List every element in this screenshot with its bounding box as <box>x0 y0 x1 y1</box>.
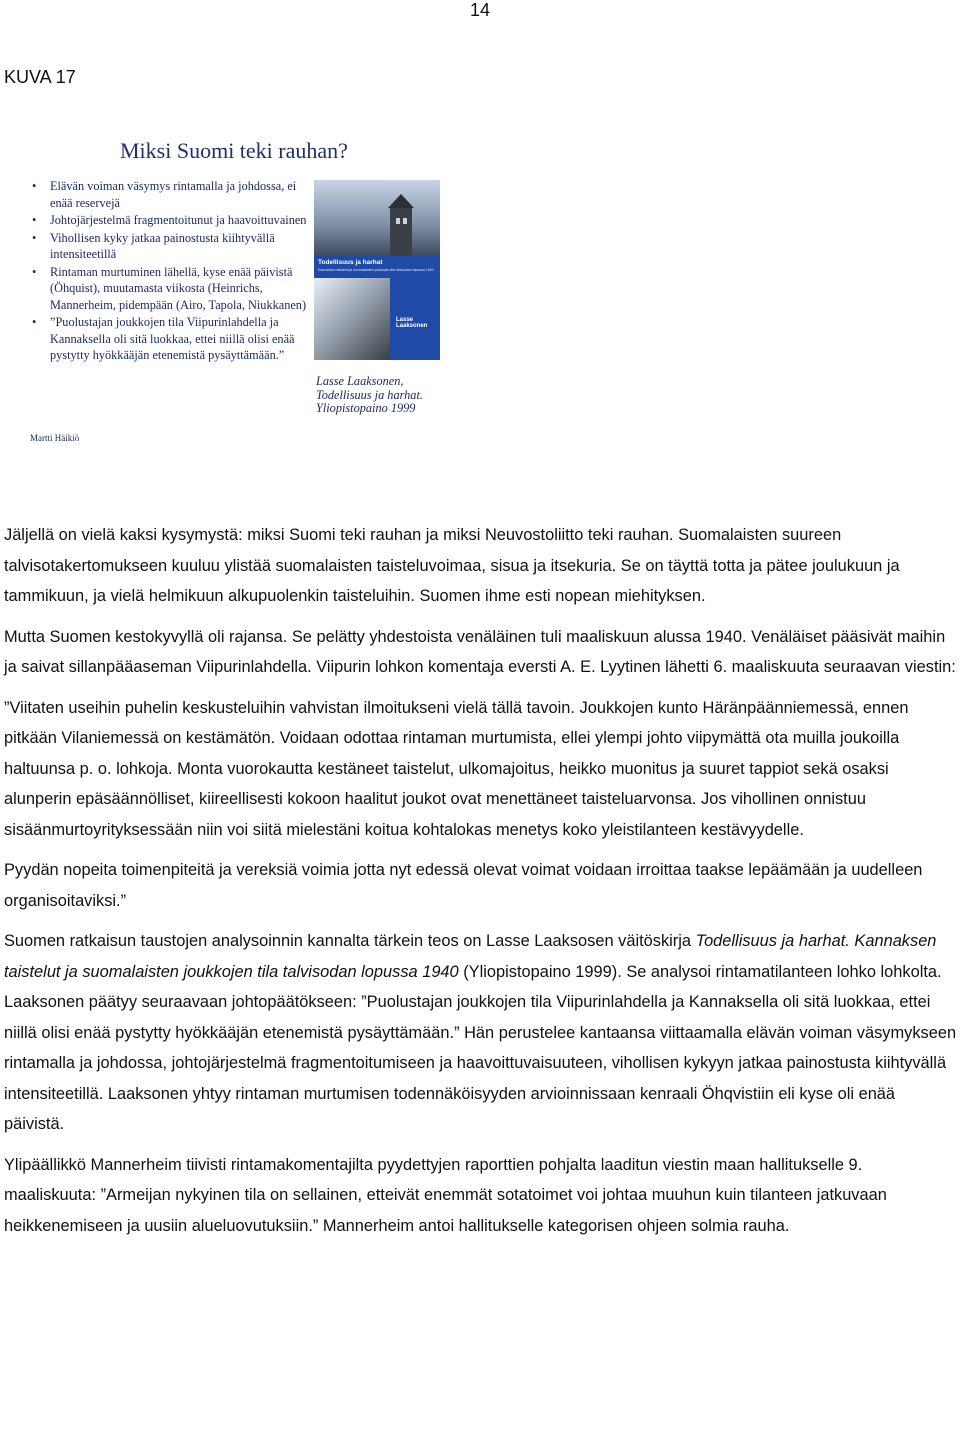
body-text <box>4 520 957 1251</box>
book-title-italic: Todellisuus ja harhat. Kannaksen taistelut ja suomalaisten joukkojen tila talvisodan lopussa 1940 <box>4 932 937 981</box>
page-number: 14 <box>469 0 491 20</box>
book-cover-photo <box>314 180 440 256</box>
castle-tower-icon <box>384 194 418 256</box>
paragraph: Suomen ratkaisun taustojen analysoinnin kannalta tärkein teos on Lasse Laaksosen väitöskirja Todellisuus ja harhat. Kannaksen taistelut ja suomalaisten joukkojen tila talvisodan lopussa 1940 (Yliopistopaino 1999). Se analysoi rintamatilanteen lohko lohkolta. Laaksonen päätyy seuraavaan johtopäätökseen: ”Puolustajan joukkojen tila Viipurinlahdella ja Kannaksella oli sitä luokkaa, ettei niillä olisi enää pystytty hyökkääjän etenemistä pysäyttämään.” Hän perustelee kantaansa viittaamalla elävän voiman väsymykseen rintamalla ja johdossa, johtojärjestelmä fragmentoitumiseen ja haavoittuvaisuuteen, vihollisen kykyyn jatkaa painostusta kiihtyvällä intensiteetillä. Laaksonen yhtyy rintaman murtumisen todennäköisyyden arvioinnissaan kenraali Öhqvistiin eli kyse oli enää päivistä. <box>4 932 957 1133</box>
caption-line: Yliopistopaino 1999 <box>316 401 416 415</box>
book-cover-photo-soldiers <box>314 278 390 360</box>
book-title: Todellisuus ja harhat <box>318 259 383 266</box>
book-author-label: Lasse Laaksonen <box>396 317 428 329</box>
paragraph: Mutta Suomen kestokyvyllä oli rajansa. Se pelätty yhdestoista venäläinen tuli maaliskuun alussa 1940. Venäläiset pääsivät maihin ja saivat sillanpääaseman Viipurinlahdella. Viipurin lohkon komentaja eversti A. E. Lyytinen lähetti 6. maaliskuuta seuraavan viestin: <box>4 627 956 676</box>
book-caption <box>316 375 423 416</box>
slide-bullet: • Vihollisen kyky jatkaa painostusta kiihtyvällä intensiteetillä <box>32 230 275 261</box>
paragraph: Ylipäällikkö Mannerheim tiivisti rintamakomentajilta pyydettyjen raporttien pohjalta laaditun viestin maan hallitukselle 9. maaliskuuta: ”Armeijan nykyinen tila on sellainen, etteivät enemmät sotatoimet voi johtaa muuhun kuin tilanteen jatkuvaan heikkenemiseen ja uusiin alueluovutuksiin.” Mannerheim antoi hallitukselle kategorisen ohjeen solmia rauha. <box>4 1155 887 1235</box>
paragraph: Jäljellä on vielä kaksi kysymystä: miksi Suomi teki rauhan ja miksi Neuvostoliitto teki rauhan. Suomalaisten suureen talvisotakertomukseen kuuluu ylistää suomalaisten taisteluvoimaa, sisua ja itsekuria. Se on täyttä totta ja pätee joulukuun ja tammikuun, ja vielä helmikuun alkupuolenkin taisteluihin. Suomen ihme esti nopean miehityksen. <box>4 526 900 605</box>
caption-line: Todellisuus ja harhat. <box>316 387 423 402</box>
book-subtitle: Kannaksen taistelut ja suomalaisten joukkojen tila talvisodan lopussa 1940 <box>318 268 434 272</box>
slide-bullet-list <box>30 178 315 365</box>
slide-title: Miksi Suomi teki rauhan? <box>120 138 348 163</box>
figure-label: KUVA 17 <box>4 67 76 87</box>
slide-author: Martti Häikiö <box>30 433 80 443</box>
quote-paragraph: Pyydän nopeita toimenpiteitä ja vereksiä voimia jotta nyt edessä olevat voimat voidaan irroittaa taakse lepäämään ja uudelleen organisoitaviksi.” <box>4 861 923 910</box>
slide-bullet: • Johtojärjestelmä fragmentoitunut ja haavoittuvainen <box>32 213 307 227</box>
book-cover-image <box>314 180 440 360</box>
caption-line: Lasse Laaksonen, <box>316 374 404 388</box>
slide-figure <box>20 130 450 460</box>
slide-bullet: • Elävän voiman väsymys rintamalla ja johdossa, ei enää reservejä <box>32 179 297 210</box>
quote-paragraph: ”Viitaten useihin puhelin keskusteluihin vahvistan ilmoitukseni vielä tällä tavoin. Joukkojen kunto Häränpäänniemessä, ennen pitkään Vilaniemessä on kestämätön. Voidaan odottaa rintaman murtumista, ellei ylempi johto viipymättä ota muilla joukoilla haltuunsa p. o. lohkoja. Monta vuorokautta kestäneet taistelut, ulkomajoitus, heikko muonitus ja suuret tappiot sekä osaksi alunperin epäsäännölliset, kiireellisesti kokoon haalitut joukot ovat menettäneet taisteluarvonsa. Jos vihollinen onnistuu sisäänmurtoyrityksessään niin voi siitä mielestäni koitua kohtalokas menetys koko yleistilanteen kestävyydelle. <box>4 698 909 839</box>
slide-bullet: • Rintaman murtuminen lähellä, kyse enää päivistä (Öhquist), muutamasta viikosta (Heinrichs, Mannerheim, pidempään (Airo, Tapola, Niukkanen) <box>32 264 307 312</box>
slide-bullet: • ”Puolustajan joukkojen tila Viipurinlahdella ja Kannaksella oli sitä luokkaa, ettei niillä olisi enää pystytty hyökkääjän etenemistä pysäyttämään.” <box>32 315 295 362</box>
